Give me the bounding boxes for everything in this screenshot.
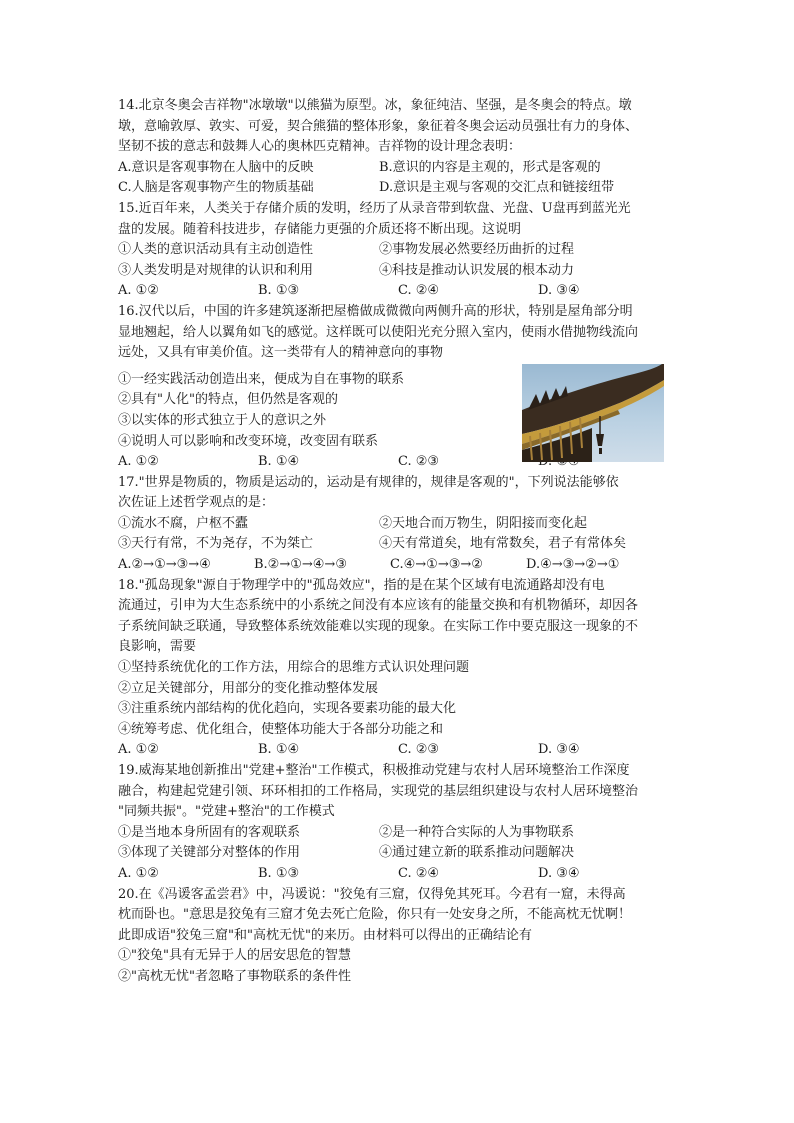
statement-2: ②具有"人化"的特点，但仍然是客观的 [118,392,338,408]
question-text: 18."孤岛现象"源自于物理学中的"孤岛效应"，指的是在某个区域有电流通路却没有电 [118,577,605,593]
statement-3: ③注重系统内部结构的优化趋向，实现各要素功能的最大化 [118,701,457,717]
statement-4: ④科技是推动认识发展的根本动力 [379,262,575,278]
answer-row [118,555,678,576]
question-text: 枕而卧也。"意思是狡兔有三窟才免去死亡危险，你只有一处安身之所，不能高枕无忧啊！ [118,907,631,923]
statement-4: ④统筹考虑、优化组合，使整体功能大于各部分功能之和 [118,721,444,737]
question-text: 19.威海某地创新推出"党建+整治"工作模式，积极推动党建与农村人居环境整治工作深度 [118,763,630,778]
statement-1: ①坚持系统优化的工作方法，用综合的思维方式认识处理问题 [118,660,470,676]
statement-1: ①流水不腐，户枢不蠹 [118,515,249,531]
answer-a: A. ①② [118,742,159,758]
option-a: A.意识是客观事物在人脑中的反映 [118,159,314,175]
statement-2: ②是一种符合实际的人为事物联系 [379,824,575,840]
answer-b: B.②→①→④→③ [254,557,347,573]
answer-c: C.④→①→③→② [390,557,483,573]
answer-d: D. ③④ [538,865,580,881]
option-row [118,178,678,199]
question-20 [118,885,678,988]
answer-c: C. ②④ [398,283,440,299]
answer-a: A. ①② [118,283,159,299]
question-text: 16.汉代以后，中国的许多建筑逐渐把屋檐做成微微向两侧升高的形状，特别是屋角部分明 [118,303,633,319]
statement-row [118,261,678,282]
question-text: 子系统间缺乏联通，导致整体系统效能难以实现的现象。在实际工作中要克服这一现象的不 [118,618,639,634]
option-d: D.意识是主观与客观的交汇点和链接纽带 [379,180,615,196]
eave-photo [522,364,664,462]
answer-a: A. ①② [118,865,159,881]
question-16 [118,302,678,473]
option-c: C.人脑是客观事物产生的物质基础 [118,180,314,196]
statement-1: ①人类的意识活动具有主动创造性 [118,242,314,258]
statement-4: ④通过建立新的联系推动问题解决 [379,845,575,861]
statement-2: ②事物发展必然要经历曲折的过程 [379,242,575,258]
answer-row [118,864,678,885]
answer-d: D.④→③→②→① [526,557,620,573]
answer-row [118,281,678,302]
answer-b: B. ①③ [258,865,300,881]
question-text: 坚韧不拔的意志和鼓舞人心的奥林匹克精神。吉祥物的设计理念表明： [118,139,522,155]
question-text: 远处，又具有审美价值。这一类带有人的精神意向的事物 [118,345,444,361]
question-text: 盘的发展。随着科技进步，存储能力更强的介质还将不断出现。这说明 [118,221,522,237]
question-text: 14.北京冬奥会吉祥物"冰墩墩"以熊猫为原型。冰，象征纯洁、坚强，是冬奥会的特点。墩 [118,98,632,113]
statement-3: ③天行有常，不为尧存，不为桀亡 [118,536,314,552]
question-text: 显地翘起，给人以翼角如飞的感觉。这样既可以使阳光充分照入室内，使雨水借抛物线流向 [118,324,639,340]
question-text: "同频共振"。"党建+整治"的工作模式 [118,804,335,820]
answer-row [118,740,678,761]
answer-d: D. ③④ [538,283,580,299]
question-text: 此即成语"狡兔三窟"和"高枕无忧"的来历。由材料可以得出的正确结论有 [118,927,532,943]
statement-2: ②天地合而万物生，阴阳接而变化起 [379,515,588,531]
statement-row [118,843,678,864]
question-text: 良影响，需要 [118,639,197,655]
question-text: 墩，意喻敦厚、敦实、可爱，契合熊猫的整体形象，象征着冬奥会运动员强壮有力的身体、 [118,118,639,134]
answer-d: D. ③④ [538,742,580,758]
question-15 [118,199,678,302]
statement-3: ③人类发明是对规律的认识和利用 [118,262,314,278]
question-17 [118,473,678,576]
question-text: 融合，构建起党建引领、环环相扣的工作格局，实现党的基层组织建设与农村人居环境整治 [118,783,639,799]
answer-b: B. ①④ [258,454,300,470]
question-19 [118,761,678,885]
option-row [118,158,678,179]
statement-4: ④说明人可以影响和改变环境，改变固有联系 [118,433,379,449]
statement-row [118,240,678,261]
answer-b: B. ①④ [258,742,300,758]
answer-b: B. ①③ [258,283,300,299]
answer-c: C. ②④ [398,865,440,881]
answer-a: A.②→①→③→④ [118,557,211,573]
statement-4: ④天有常道矣，地有常数矣，君子有常体矣 [379,536,627,552]
statement-2: ②立足关键部分，用部分的变化推动整体发展 [118,680,379,696]
question-14 [118,96,678,199]
statement-row [118,823,678,844]
question-text: 流通过，引申为大生态系统中的小系统之间没有本应该有的能量交换和有机物循环，却因各 [118,598,639,614]
statement-block [118,370,678,452]
statement-2: ②"高枕无忧"者忽略了事物联系的条件性 [118,968,351,984]
question-text: 20.在《冯谖客孟尝君》中，冯谖说："狡兔有三窟，仅得免其死耳。今君有一窟，未得高 [118,886,626,902]
exam-page [118,96,678,988]
statement-row [118,534,678,555]
answer-a: A. ①② [118,454,159,470]
question-text: 15.近百年来，人类关于存储介质的发明，经历了从录音带到软盘、光盘、U盘再到蓝光光 [118,200,631,216]
statement-1: ①是当地本身所固有的客观联系 [118,824,301,840]
statement-3: ③体现了关键部分对整体的作用 [118,845,301,861]
statement-1: ①"狡兔"具有无异于人的居安思危的智慧 [118,948,351,964]
question-text: 17."世界是物质的，物质是运动的，运动是有规律的，规律是客观的"，下列说法能够依 [118,474,619,490]
statement-3: ③以实体的形式独立于人的意识之外 [118,412,327,428]
answer-c: C. ②③ [398,742,440,758]
question-18 [118,576,678,761]
statement-1: ①一经实践活动创造出来，便成为自在事物的联系 [118,371,405,387]
option-b: B.意识的内容是主观的，形式是客观的 [379,159,601,175]
statement-row [118,514,678,535]
question-text: 次佐证上述哲学观点的是： [118,495,275,511]
answer-c: C. ②③ [398,454,440,470]
